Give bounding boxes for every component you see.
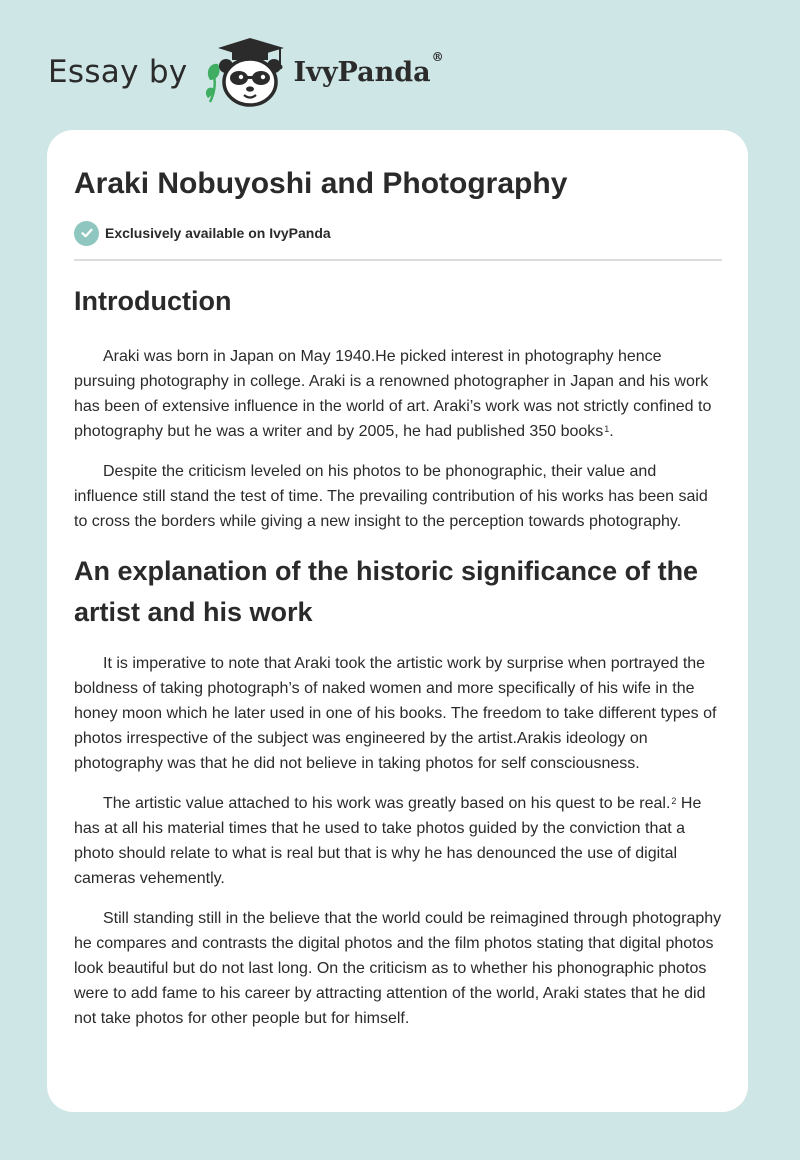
paragraph: It is imperative to note that Araki took the artistic work by surprise when portrayed the boldness of taking photograph’s of naked women and more specifically of his wife in the honey moon which he later used in one of his books. The freedom to take different types of photos irrespective of the subject was engineered by the artist.Arakis ideology on photography was that he did not believe in taking photos for self consciousness. (74, 655, 717, 772)
essay-card (47, 130, 748, 1112)
paragraph: Araki was born in Japan on May 1940.He picked interest in photography hence pursuing photography in college. Araki is a renowned photographer in Japan and his work has been of extensive influence in the world of art. Araki’s work was not strictly confined to photography but he was a writer and by 2005, he had published 350 books$^1$. (74, 348, 712, 440)
exclusive-badge (74, 220, 722, 246)
section-heading-introduction: Introduction (74, 286, 232, 316)
page-title: Araki Nobuyoshi and Photography (74, 167, 568, 200)
trademark-mark: ® (431, 49, 444, 64)
essay-by-label: Essay by (48, 54, 188, 90)
site-header (48, 36, 444, 108)
panda-graduate-icon (200, 36, 292, 108)
badge-label: Exclusively available on IvyPanda (105, 225, 331, 241)
check-circle-icon (74, 221, 99, 246)
brand-name: IvyPanda® (293, 49, 444, 88)
paragraph: Still standing still in the believe that the world could be reimagined through photography he compares and contrasts the digital photos and the film photos stating that digital photos look beautiful but do not last long. On the criticism as to whether his phonographic photos were to add fame to his career by attracting attention of the world, Araki states that he did not take photos for other people but for himself. (74, 910, 722, 1027)
footnote-ref[interactable]: 2 (671, 796, 677, 806)
section-heading-historic-significance: An explanation of the historic significance of the artist and his work (74, 556, 699, 627)
paragraph: Despite the criticism leveled on his photos to be phonographic, their value and influence still stand the test of time. The prevailing contribution of his works has been said to cross the borders while giving a new insight to the perception towards photography. (74, 463, 708, 530)
footnote-ref[interactable]: 1 (604, 424, 610, 434)
paragraph: The artistic value attached to his work was greatly based on his quest to be real.$^2$ He has at all his material times that he used to take photos guided by the conviction that a photo should relate to what is real but that is why he has denounced the use of digital cameras vehemently. (74, 795, 702, 887)
divider (74, 259, 722, 261)
